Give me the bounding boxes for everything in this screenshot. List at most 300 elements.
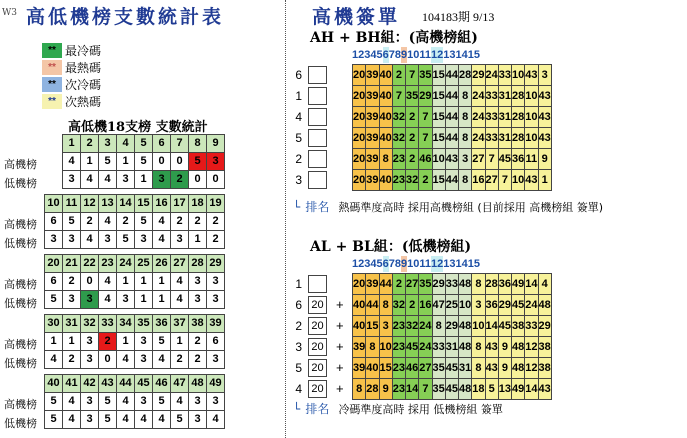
count-cell: 4 — [171, 273, 189, 291]
number-cell: 33 — [498, 65, 511, 86]
count-cell: 3 — [135, 333, 153, 351]
count-cell: 4 — [99, 171, 117, 189]
count-cell: 3 — [207, 153, 225, 171]
number-cell: 47 — [432, 295, 445, 316]
table-row — [353, 170, 552, 191]
count-cell: 1 — [63, 333, 81, 351]
legend-swatch: ** — [42, 43, 62, 58]
number-cell: 8 — [459, 107, 472, 128]
number-cell: 10 — [472, 316, 485, 337]
column-number: 6 — [383, 256, 389, 272]
number-cell: 33 — [485, 107, 498, 128]
number-cell: 32 — [406, 170, 419, 191]
plus-sign: + — [336, 318, 344, 333]
number-cell: 7 — [419, 107, 432, 128]
number-cell: 44 — [366, 295, 379, 316]
row-label-low: 低機榜 — [4, 417, 37, 430]
number-cell: 29 — [419, 86, 432, 107]
column-number: 7 — [388, 48, 395, 61]
number-cell: 28 — [366, 379, 379, 400]
rank-box[interactable] — [308, 87, 327, 105]
stats-block — [44, 254, 225, 309]
table-row — [353, 337, 552, 358]
count-cell: 6 — [207, 333, 225, 351]
count-cell: 1 — [135, 273, 153, 291]
number-cell: 11 — [525, 149, 538, 170]
count-cell: 2 — [63, 351, 81, 369]
number-cell: 2 — [406, 295, 419, 316]
number-cell: 3 — [472, 295, 485, 316]
legend-label: 次熱碼 — [65, 95, 102, 109]
count-cell: 5 — [45, 393, 63, 411]
number-cell: 28 — [459, 65, 472, 86]
count-cell: 5 — [45, 291, 63, 309]
number-cell: 2 — [406, 107, 419, 128]
count-cell: 4 — [63, 411, 81, 429]
table-row — [353, 86, 552, 107]
count-cell: 3 — [189, 291, 207, 309]
count-cell: 0 — [153, 153, 171, 171]
rank-box[interactable]: 20 — [308, 317, 327, 335]
count-cell: 5 — [153, 333, 171, 351]
number-cell: 16 — [472, 170, 485, 191]
count-cell: 5 — [171, 411, 189, 429]
number-header-cell: 8 — [189, 135, 207, 153]
number-cell: 36 — [485, 295, 498, 316]
number-cell: 2 — [406, 128, 419, 149]
number-header-cell: 5 — [135, 135, 153, 153]
legend-swatch: ** — [42, 60, 62, 75]
number-cell: 8 — [472, 358, 485, 379]
number-cell: 40 — [353, 316, 366, 337]
number-header-cell: 7 — [171, 135, 189, 153]
number-cell: 35 — [419, 65, 432, 86]
number-header-cell: 26 — [153, 255, 171, 273]
number-cell: 20 — [353, 170, 366, 191]
count-cell: 5 — [117, 231, 135, 249]
number-cell: 48 — [459, 379, 472, 400]
corner-arrow-icon: └ — [293, 402, 301, 416]
number-cell: 44 — [445, 65, 458, 86]
count-cell: 2 — [171, 351, 189, 369]
number-cell: 24 — [419, 316, 432, 337]
number-header-cell: 3 — [99, 135, 117, 153]
column-number: 14 — [455, 48, 468, 61]
number-cell: 2 — [392, 274, 405, 295]
number-header-cell: 35 — [135, 315, 153, 333]
rank-number: 3 — [295, 173, 302, 187]
count-cell: 1 — [117, 333, 135, 351]
stats-block — [44, 314, 225, 369]
number-cell: 12 — [525, 358, 538, 379]
number-cell: 27 — [485, 170, 498, 191]
number-cell: 36 — [512, 149, 525, 170]
count-cell: 6 — [45, 213, 63, 231]
number-cell: 14 — [525, 379, 538, 400]
rank-box[interactable] — [308, 108, 327, 126]
number-cell: 28 — [485, 274, 498, 295]
number-cell: 33 — [445, 274, 458, 295]
rank-box[interactable] — [308, 66, 327, 84]
legend-label: 最熱碼 — [65, 61, 102, 75]
number-cell: 39 — [366, 274, 379, 295]
number-cell: 43 — [538, 379, 551, 400]
rank-box[interactable] — [308, 275, 327, 293]
count-cell: 4 — [171, 291, 189, 309]
number-cell: 39 — [366, 128, 379, 149]
column-number: 11 — [419, 257, 432, 270]
number-cell: 2 — [419, 170, 432, 191]
number-cell: 44 — [379, 274, 392, 295]
row-label-high: 高機榜 — [4, 278, 37, 291]
row-label-high: 高機榜 — [4, 398, 37, 411]
count-cell: 2 — [171, 213, 189, 231]
number-header-cell: 15 — [135, 195, 153, 213]
number-cell: 46 — [406, 358, 419, 379]
table-row — [45, 291, 225, 309]
stats-header-row — [45, 255, 225, 273]
count-cell: 0 — [99, 351, 117, 369]
number-cell: 27 — [406, 274, 419, 295]
table-row — [45, 393, 225, 411]
number-header-cell: 1 — [63, 135, 81, 153]
number-cell: 39 — [366, 65, 379, 86]
rank-box[interactable]: 20 — [308, 296, 327, 314]
number-cell: 33 — [432, 337, 445, 358]
count-cell: 2 — [189, 213, 207, 231]
number-header-cell: 9 — [207, 135, 225, 153]
count-cell: 4 — [153, 231, 171, 249]
stats-header-row — [45, 315, 225, 333]
number-cell: 8 — [472, 337, 485, 358]
row-label-low: 低機榜 — [4, 237, 37, 250]
number-cell: 24 — [472, 107, 485, 128]
count-cell: 1 — [81, 153, 99, 171]
rank-number: 1 — [295, 277, 302, 291]
count-cell: 5 — [99, 393, 117, 411]
number-header-cell: 36 — [153, 315, 171, 333]
column-number: 9 — [401, 256, 407, 272]
corner-arrow-icon: └ — [293, 200, 301, 214]
column-number: 1 — [352, 48, 359, 61]
number-header-cell: 17 — [171, 195, 189, 213]
number-cell: 31 — [498, 107, 511, 128]
number-cell: 23 — [392, 337, 405, 358]
grid-header — [352, 256, 480, 272]
version-tag: W3 — [2, 8, 17, 18]
number-cell: 12 — [525, 337, 538, 358]
number-cell: 31 — [498, 128, 511, 149]
number-cell: 15 — [432, 65, 445, 86]
rank-number: 6 — [295, 298, 302, 312]
number-cell: 45 — [445, 358, 458, 379]
count-cell: 5 — [189, 153, 207, 171]
number-cell: 33 — [525, 316, 538, 337]
number-cell: 39 — [366, 170, 379, 191]
number-header-cell: 11 — [63, 195, 81, 213]
row-label-low: 低機榜 — [4, 177, 37, 190]
number-cell: 38 — [512, 316, 525, 337]
number-cell: 24 — [419, 337, 432, 358]
number-cell: 18 — [472, 379, 485, 400]
count-cell: 5 — [135, 153, 153, 171]
count-cell: 1 — [189, 231, 207, 249]
table-row — [353, 316, 552, 337]
number-cell: 48 — [459, 316, 472, 337]
count-cell: 1 — [45, 333, 63, 351]
number-header-cell: 18 — [189, 195, 207, 213]
number-cell: 14 — [485, 316, 498, 337]
number-cell: 35 — [432, 358, 445, 379]
legend — [42, 42, 182, 110]
number-cell: 32 — [392, 295, 405, 316]
number-cell: 48 — [459, 337, 472, 358]
left-page-title: 高低機榜支數統計表 — [26, 6, 225, 28]
count-cell: 2 — [99, 333, 117, 351]
number-cell: 8 — [432, 316, 445, 337]
column-number: 4 — [370, 257, 377, 270]
number-header-cell: 39 — [207, 315, 225, 333]
number-header-cell: 37 — [171, 315, 189, 333]
legend-swatch: ** — [42, 77, 62, 92]
number-cell: 23 — [392, 170, 405, 191]
legend-item — [42, 59, 182, 76]
number-cell: 10 — [459, 295, 472, 316]
number-header-cell: 12 — [81, 195, 99, 213]
rank-number: 4 — [295, 110, 302, 124]
rank-number: 2 — [295, 319, 302, 333]
count-cell: 5 — [99, 411, 117, 429]
number-cell: 46 — [419, 149, 432, 170]
count-cell: 1 — [117, 153, 135, 171]
row-label-high: 高機榜 — [4, 218, 37, 231]
table-row — [353, 128, 552, 149]
number-cell: 35 — [406, 86, 419, 107]
number-cell: 44 — [445, 128, 458, 149]
column-number: 12 — [431, 256, 443, 272]
number-cell: 8 — [472, 274, 485, 295]
number-cell: 36 — [498, 274, 511, 295]
table-row — [63, 153, 225, 171]
table-row — [63, 171, 225, 189]
rank-box[interactable] — [308, 129, 327, 147]
number-cell: 3 — [379, 316, 392, 337]
number-cell: 8 — [459, 170, 472, 191]
count-cell: 0 — [81, 273, 99, 291]
count-cell: 4 — [117, 351, 135, 369]
number-cell: 40 — [379, 107, 392, 128]
number-cell: 15 — [366, 316, 379, 337]
number-cell: 43 — [525, 170, 538, 191]
number-cell: 40 — [379, 86, 392, 107]
number-cell: 49 — [512, 274, 525, 295]
count-cell: 2 — [207, 231, 225, 249]
number-header-cell: 40 — [45, 375, 63, 393]
legend-item — [42, 76, 182, 93]
number-header-cell: 23 — [99, 255, 117, 273]
number-cell: 24 — [472, 86, 485, 107]
count-cell: 4 — [117, 411, 135, 429]
number-cell: 10 — [525, 128, 538, 149]
table-row — [45, 231, 225, 249]
count-cell: 0 — [207, 171, 225, 189]
number-cell: 49 — [512, 379, 525, 400]
legend-label: 次冷碼 — [65, 78, 102, 92]
rank-number: 4 — [295, 382, 302, 396]
legend-item — [42, 93, 182, 110]
number-cell: 7 — [392, 86, 405, 107]
column-number: 8 — [394, 48, 401, 61]
count-cell: 4 — [153, 411, 171, 429]
count-cell: 3 — [189, 273, 207, 291]
legend-swatch: ** — [42, 94, 62, 109]
count-cell: 3 — [99, 231, 117, 249]
number-cell: 9 — [379, 379, 392, 400]
number-cell: 24 — [525, 295, 538, 316]
number-cell: 39 — [366, 107, 379, 128]
number-cell: 9 — [498, 337, 511, 358]
column-number: 12 — [431, 47, 443, 63]
number-cell: 10 — [525, 107, 538, 128]
number-cell: 40 — [379, 65, 392, 86]
number-cell: 15 — [432, 107, 445, 128]
number-cell: 8 — [459, 128, 472, 149]
number-header-cell: 48 — [189, 375, 207, 393]
number-header-cell: 34 — [117, 315, 135, 333]
number-cell: 29 — [445, 316, 458, 337]
plus-sign: + — [336, 339, 344, 354]
number-cell: 23 — [392, 379, 405, 400]
grid-header-row — [352, 256, 480, 272]
number-header-cell: 22 — [81, 255, 99, 273]
number-header-cell: 10 — [45, 195, 63, 213]
number-cell: 24 — [472, 128, 485, 149]
number-cell: 48 — [459, 274, 472, 295]
count-cell: 3 — [153, 171, 171, 189]
number-header-cell: 29 — [207, 255, 225, 273]
row-label-high: 高機榜 — [4, 338, 37, 351]
number-header-cell: 44 — [117, 375, 135, 393]
number-cell: 7 — [485, 149, 498, 170]
column-number: 14 — [455, 257, 468, 270]
number-cell: 10 — [525, 86, 538, 107]
number-cell: 28 — [512, 107, 525, 128]
count-cell: 3 — [81, 393, 99, 411]
number-header-cell: 16 — [153, 195, 171, 213]
number-cell: 29 — [432, 274, 445, 295]
column-number: 1 — [352, 257, 359, 270]
column-number: 8 — [394, 257, 401, 270]
number-cell: 39 — [353, 358, 366, 379]
number-cell: 40 — [379, 128, 392, 149]
number-cell: 8 — [353, 379, 366, 400]
plus-sign: + — [336, 381, 344, 396]
number-cell: 15 — [432, 86, 445, 107]
rank-box[interactable] — [308, 171, 327, 189]
count-cell: 5 — [99, 153, 117, 171]
number-cell: 10 — [512, 65, 525, 86]
stats-header-row — [45, 375, 225, 393]
count-cell: 3 — [63, 231, 81, 249]
count-cell: 3 — [135, 231, 153, 249]
number-cell: 3 — [538, 65, 551, 86]
number-cell: 13 — [498, 379, 511, 400]
count-cell: 2 — [63, 273, 81, 291]
number-cell: 44 — [445, 170, 458, 191]
number-cell: 33 — [485, 86, 498, 107]
column-number: 10 — [407, 257, 420, 270]
number-cell: 23 — [392, 316, 405, 337]
table-row — [353, 274, 552, 295]
rank-box[interactable]: 20 — [308, 380, 327, 398]
number-cell: 20 — [353, 107, 366, 128]
stats-block — [62, 134, 225, 189]
number-header-cell: 30 — [45, 315, 63, 333]
number-cell: 24 — [485, 65, 498, 86]
table-row — [45, 351, 225, 369]
number-cell: 27 — [472, 149, 485, 170]
count-cell: 6 — [45, 273, 63, 291]
number-grid — [352, 273, 552, 400]
count-cell: 0 — [171, 153, 189, 171]
rank-box[interactable]: 20 — [308, 338, 327, 356]
al-note: └ 排名 冷碼準度高時 採用 低機榜組 簽單 — [293, 402, 503, 416]
count-cell: 1 — [135, 291, 153, 309]
count-cell: 4 — [171, 393, 189, 411]
rank-number: 5 — [295, 361, 302, 375]
table-row — [353, 379, 552, 400]
count-cell: 3 — [63, 171, 81, 189]
stats-header-row — [63, 135, 225, 153]
count-cell: 5 — [45, 411, 63, 429]
count-cell: 3 — [45, 231, 63, 249]
count-cell: 5 — [135, 213, 153, 231]
number-cell: 40 — [366, 358, 379, 379]
number-cell: 15 — [432, 170, 445, 191]
number-cell: 43 — [538, 107, 551, 128]
number-header-cell: 25 — [135, 255, 153, 273]
column-number: 6 — [383, 47, 389, 63]
count-cell: 1 — [153, 291, 171, 309]
count-cell: 4 — [63, 393, 81, 411]
number-cell: 38 — [538, 358, 551, 379]
number-cell: 44 — [445, 107, 458, 128]
number-cell: 15 — [379, 358, 392, 379]
number-cell: 20 — [353, 128, 366, 149]
number-cell: 43 — [485, 358, 498, 379]
number-cell: 45 — [498, 149, 511, 170]
right-page-title: 高機簽單 — [312, 6, 401, 28]
rank-box[interactable] — [308, 150, 327, 168]
count-cell: 3 — [117, 171, 135, 189]
count-cell: 3 — [189, 411, 207, 429]
plus-sign: + — [336, 297, 344, 312]
number-header-cell: 13 — [99, 195, 117, 213]
number-cell: 32 — [406, 316, 419, 337]
number-cell: 35 — [432, 379, 445, 400]
number-cell: 39 — [353, 337, 366, 358]
row-label-low: 低機榜 — [4, 357, 37, 370]
count-cell: 4 — [135, 411, 153, 429]
number-header-cell: 41 — [63, 375, 81, 393]
count-cell: 2 — [207, 213, 225, 231]
count-cell: 4 — [207, 411, 225, 429]
column-number: 9 — [401, 47, 407, 63]
number-header-cell: 2 — [81, 135, 99, 153]
table-row — [353, 295, 552, 316]
rank-box[interactable]: 20 — [308, 359, 327, 377]
count-cell: 3 — [171, 231, 189, 249]
